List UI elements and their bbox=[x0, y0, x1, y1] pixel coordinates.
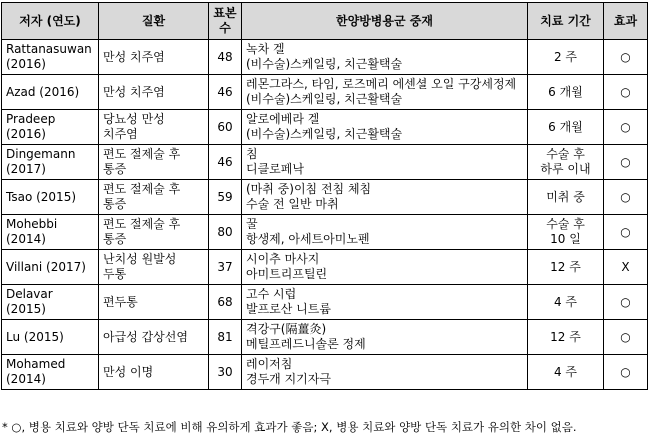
cell-treatment bbox=[242, 145, 528, 180]
cell-author bbox=[2, 215, 99, 250]
cell-treatment-line: 녹차 겔 bbox=[246, 42, 285, 56]
table-row bbox=[2, 145, 648, 180]
cell-duration bbox=[528, 285, 604, 320]
cell-author-line: (2017) bbox=[6, 162, 46, 176]
cell-treatment-line: 격강구(隔薑灸) bbox=[246, 322, 327, 336]
cell-disease-line: 통증 bbox=[103, 232, 127, 246]
cell-disease bbox=[99, 320, 209, 355]
cell-effect: ○ bbox=[604, 215, 648, 250]
table-row bbox=[2, 215, 648, 250]
table-row bbox=[2, 355, 648, 390]
cell-sample: 59 bbox=[209, 180, 242, 215]
cell-treatment-line: 수술 전 일반 마취 bbox=[246, 197, 339, 211]
cell-disease-line: 아급성 갑상선염 bbox=[103, 329, 188, 344]
cell-treatment bbox=[242, 40, 528, 75]
cell-sample: 37 bbox=[209, 250, 242, 285]
cell-effect: ○ bbox=[604, 40, 648, 75]
cell-treatment bbox=[242, 215, 528, 250]
cell-treatment-line: 알로에베라 겔 bbox=[246, 112, 320, 126]
cell-duration bbox=[528, 320, 604, 355]
cell-disease bbox=[99, 215, 209, 250]
cell-effect: ○ bbox=[604, 320, 648, 355]
cell-disease bbox=[99, 75, 209, 110]
table-row bbox=[2, 180, 648, 215]
table-row bbox=[2, 285, 648, 320]
cell-duration-line: 12 주 bbox=[550, 259, 581, 274]
cell-treatment-line: 꿀 bbox=[246, 217, 258, 231]
cell-effect: ○ bbox=[604, 355, 648, 390]
cell-treatment-line: (비수술)스케일링, 치근활택술 bbox=[246, 57, 403, 71]
table-row bbox=[2, 320, 648, 355]
cell-author-line: Rattanasuwan bbox=[6, 42, 92, 56]
header-duration: 치료 기간 bbox=[528, 3, 604, 40]
cell-author bbox=[2, 75, 99, 110]
cell-duration-line: 수술 후 bbox=[546, 147, 585, 161]
table-row bbox=[2, 75, 648, 110]
cell-duration bbox=[528, 40, 604, 75]
cell-disease-line: 치주염 bbox=[103, 127, 138, 141]
cell-treatment-line: 발프로산 니트륨 bbox=[246, 302, 331, 316]
cell-treatment-line: 경두개 지기자극 bbox=[246, 372, 331, 386]
cell-treatment bbox=[242, 180, 528, 215]
cell-author bbox=[2, 355, 99, 390]
cell-duration bbox=[528, 355, 604, 390]
cell-treatment-line: (비수술)스케일링, 치근활택술 bbox=[246, 92, 403, 106]
cell-treatment-line: 항생제, 아세트아미노펜 bbox=[246, 232, 370, 246]
table-body bbox=[2, 40, 648, 390]
cell-duration-line: 하루 이내 bbox=[540, 162, 591, 176]
cell-treatment-line: 레이저침 bbox=[246, 357, 293, 371]
cell-treatment-line: 침 bbox=[246, 147, 258, 161]
cell-author-line: Villani (2017) bbox=[6, 259, 86, 274]
study-table-container bbox=[1, 2, 647, 390]
cell-disease-line: 만성 치주염 bbox=[103, 49, 165, 64]
cell-treatment bbox=[242, 110, 528, 145]
cell-author-line: (2016) bbox=[6, 127, 46, 141]
cell-duration bbox=[528, 180, 604, 215]
cell-disease bbox=[99, 110, 209, 145]
cell-author bbox=[2, 250, 99, 285]
cell-duration-line: 4 주 bbox=[553, 364, 578, 379]
cell-effect: ○ bbox=[604, 285, 648, 320]
cell-disease bbox=[99, 355, 209, 390]
cell-sample: 60 bbox=[209, 110, 242, 145]
cell-author-line: (2015) bbox=[6, 302, 46, 316]
cell-treatment bbox=[242, 75, 528, 110]
cell-author-line: Tsao (2015) bbox=[6, 189, 77, 204]
cell-author-line: Lu (2015) bbox=[6, 329, 64, 344]
cell-author bbox=[2, 145, 99, 180]
cell-treatment bbox=[242, 320, 528, 355]
cell-disease-line: 만성 이명 bbox=[103, 364, 154, 379]
cell-author bbox=[2, 180, 99, 215]
cell-treatment-line: 시이추 마사지 bbox=[246, 252, 320, 266]
cell-treatment-line: 아미트리프틸린 bbox=[246, 267, 328, 281]
cell-treatment-line: 고수 시럽 bbox=[246, 287, 297, 301]
cell-effect: ○ bbox=[604, 75, 648, 110]
cell-disease-line: 통증 bbox=[103, 197, 127, 211]
cell-duration-line: 6 개월 bbox=[548, 84, 583, 99]
cell-sample: 46 bbox=[209, 75, 242, 110]
cell-duration bbox=[528, 145, 604, 180]
cell-sample: 80 bbox=[209, 215, 242, 250]
cell-duration-line: 수술 후 bbox=[546, 217, 585, 231]
cell-author-line: Delavar bbox=[6, 287, 53, 301]
cell-sample: 68 bbox=[209, 285, 242, 320]
cell-author-line: (2014) bbox=[6, 232, 46, 246]
cell-author-line: Dingemann bbox=[6, 147, 76, 161]
cell-disease-line: 만성 치주염 bbox=[103, 84, 165, 99]
cell-disease bbox=[99, 145, 209, 180]
cell-effect: ○ bbox=[604, 145, 648, 180]
cell-author-line: Mohamed bbox=[6, 357, 66, 371]
cell-duration-line: 4 주 bbox=[553, 294, 578, 309]
study-table bbox=[1, 2, 648, 390]
cell-treatment-line: 메틸프레드니솔론 정제 bbox=[246, 337, 366, 351]
cell-author-line: Pradeep bbox=[6, 112, 56, 126]
cell-duration bbox=[528, 75, 604, 110]
cell-sample: 46 bbox=[209, 145, 242, 180]
cell-disease bbox=[99, 40, 209, 75]
cell-sample: 30 bbox=[209, 355, 242, 390]
table-row bbox=[2, 110, 648, 145]
cell-disease-line: 편도 절제술 후 bbox=[103, 182, 181, 196]
cell-duration bbox=[528, 215, 604, 250]
cell-disease bbox=[99, 285, 209, 320]
header-effect: 효과 bbox=[604, 3, 648, 40]
cell-author bbox=[2, 285, 99, 320]
cell-treatment-line: 레몬그라스, 타임, 로즈메리 에센셜 오일 구강세정제 bbox=[246, 77, 517, 91]
cell-disease-line: 두통 bbox=[103, 267, 127, 281]
table-row bbox=[2, 250, 648, 285]
cell-duration-line: 10 일 bbox=[550, 232, 581, 246]
cell-disease bbox=[99, 180, 209, 215]
table-row bbox=[2, 40, 648, 75]
cell-author-line: Azad (2016) bbox=[6, 84, 80, 99]
cell-disease bbox=[99, 250, 209, 285]
cell-author bbox=[2, 110, 99, 145]
cell-treatment bbox=[242, 355, 528, 390]
cell-sample: 81 bbox=[209, 320, 242, 355]
header-row bbox=[2, 3, 648, 40]
cell-treatment-line: (비수술)스케일링, 치근활택술 bbox=[246, 127, 403, 141]
header-author: 저자 (연도) bbox=[2, 3, 99, 40]
header-disease: 질환 bbox=[99, 3, 209, 40]
cell-duration-line: 6 개월 bbox=[548, 119, 583, 134]
cell-disease-line: 편두통 bbox=[103, 294, 138, 309]
cell-disease-line: 편도 절제술 후 bbox=[103, 147, 181, 161]
cell-duration-line: 미취 중 bbox=[546, 189, 585, 204]
cell-disease-line: 난치성 원발성 bbox=[103, 252, 177, 266]
header-sample: 표본 수 bbox=[209, 3, 242, 40]
footnote: * ○, 병용 치료와 양방 단독 치료에 비해 유의하게 효과가 좋음; X, 병용 치료와 양방 단독 치료가 유의한 차이 없음. bbox=[2, 420, 577, 434]
cell-treatment-line: 디클로페낙 bbox=[246, 162, 304, 176]
cell-disease-line: 편도 절제술 후 bbox=[103, 217, 181, 231]
cell-sample: 48 bbox=[209, 40, 242, 75]
cell-effect: ○ bbox=[604, 110, 648, 145]
cell-effect: X bbox=[604, 250, 648, 285]
cell-duration bbox=[528, 250, 604, 285]
cell-author-line: (2014) bbox=[6, 372, 46, 386]
cell-duration-line: 2 주 bbox=[553, 49, 578, 64]
header-treatment: 한양방병용군 중재 bbox=[242, 3, 528, 40]
cell-disease-line: 통증 bbox=[103, 162, 127, 176]
cell-treatment bbox=[242, 285, 528, 320]
cell-author-line: Mohebbi bbox=[6, 217, 58, 231]
cell-effect: ○ bbox=[604, 180, 648, 215]
cell-treatment bbox=[242, 250, 528, 285]
cell-author bbox=[2, 320, 99, 355]
cell-author-line: (2016) bbox=[6, 57, 46, 71]
cell-duration bbox=[528, 110, 604, 145]
cell-duration-line: 12 주 bbox=[550, 329, 581, 344]
cell-treatment-line: (마취 중)이침 전침 체침 bbox=[246, 182, 372, 196]
cell-disease-line: 당뇨성 만성 bbox=[103, 112, 165, 126]
cell-author bbox=[2, 40, 99, 75]
